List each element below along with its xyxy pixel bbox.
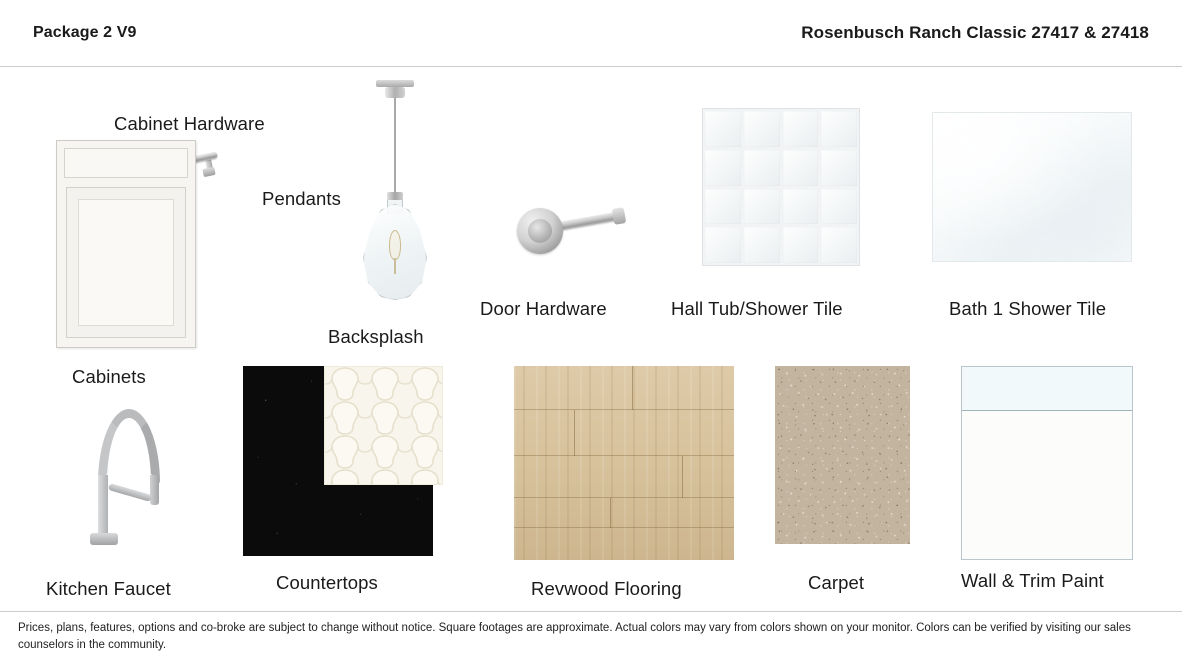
- cabinet-door-icon: [56, 140, 196, 348]
- bath-1-shower-tile-label: Bath 1 Shower Tile: [949, 298, 1107, 319]
- revwood-flooring-label: Revwood Flooring: [531, 578, 682, 599]
- hall-tub-shower-tile-label: Hall Tub/Shower Tile: [671, 298, 843, 319]
- package-label: Package 2 V9: [33, 24, 137, 41]
- door-hardware-label: Door Hardware: [480, 298, 607, 319]
- disclaimer-text: Prices, plans, features, options and co-broke are subject to change without notice. Square footages are approximate. Actual colors may vary from colors shown on your monitor. Colors can be verified by visiting our sales counselors in the community.: [18, 622, 1131, 651]
- tile-grid-icon: [702, 108, 860, 266]
- kitchen-faucet-label: Kitchen Faucet: [46, 578, 171, 599]
- header-divider: [0, 66, 1182, 67]
- backsplash-label: Backsplash: [328, 326, 424, 347]
- countertops-label: Countertops: [276, 572, 378, 593]
- pendant-light-icon: [345, 80, 445, 310]
- footer-divider: [0, 611, 1182, 612]
- cabinets-label: Cabinets: [72, 366, 146, 387]
- cabinet-hardware-label: Cabinet Hardware: [114, 113, 265, 134]
- faucet-icon: [88, 405, 198, 555]
- carpet-label: Carpet: [808, 572, 865, 593]
- page-header: [0, 0, 1182, 66]
- carpet-swatch-icon: [775, 366, 910, 544]
- pendants-label: Pendants: [262, 188, 341, 209]
- wall-paint-swatch: [962, 412, 1132, 559]
- paint-swatch-icon: [961, 366, 1133, 560]
- wood-plank-icon: [514, 366, 734, 560]
- trim-paint-swatch: [962, 367, 1132, 411]
- wall-trim-paint-label: Wall & Trim Paint: [961, 570, 1104, 591]
- page-title: Rosenbusch Ranch Classic 27417 & 27418: [801, 23, 1149, 42]
- door-lever-icon: [513, 200, 637, 266]
- tile-panel-icon: [932, 112, 1132, 262]
- arabesque-tile-icon: [324, 366, 443, 485]
